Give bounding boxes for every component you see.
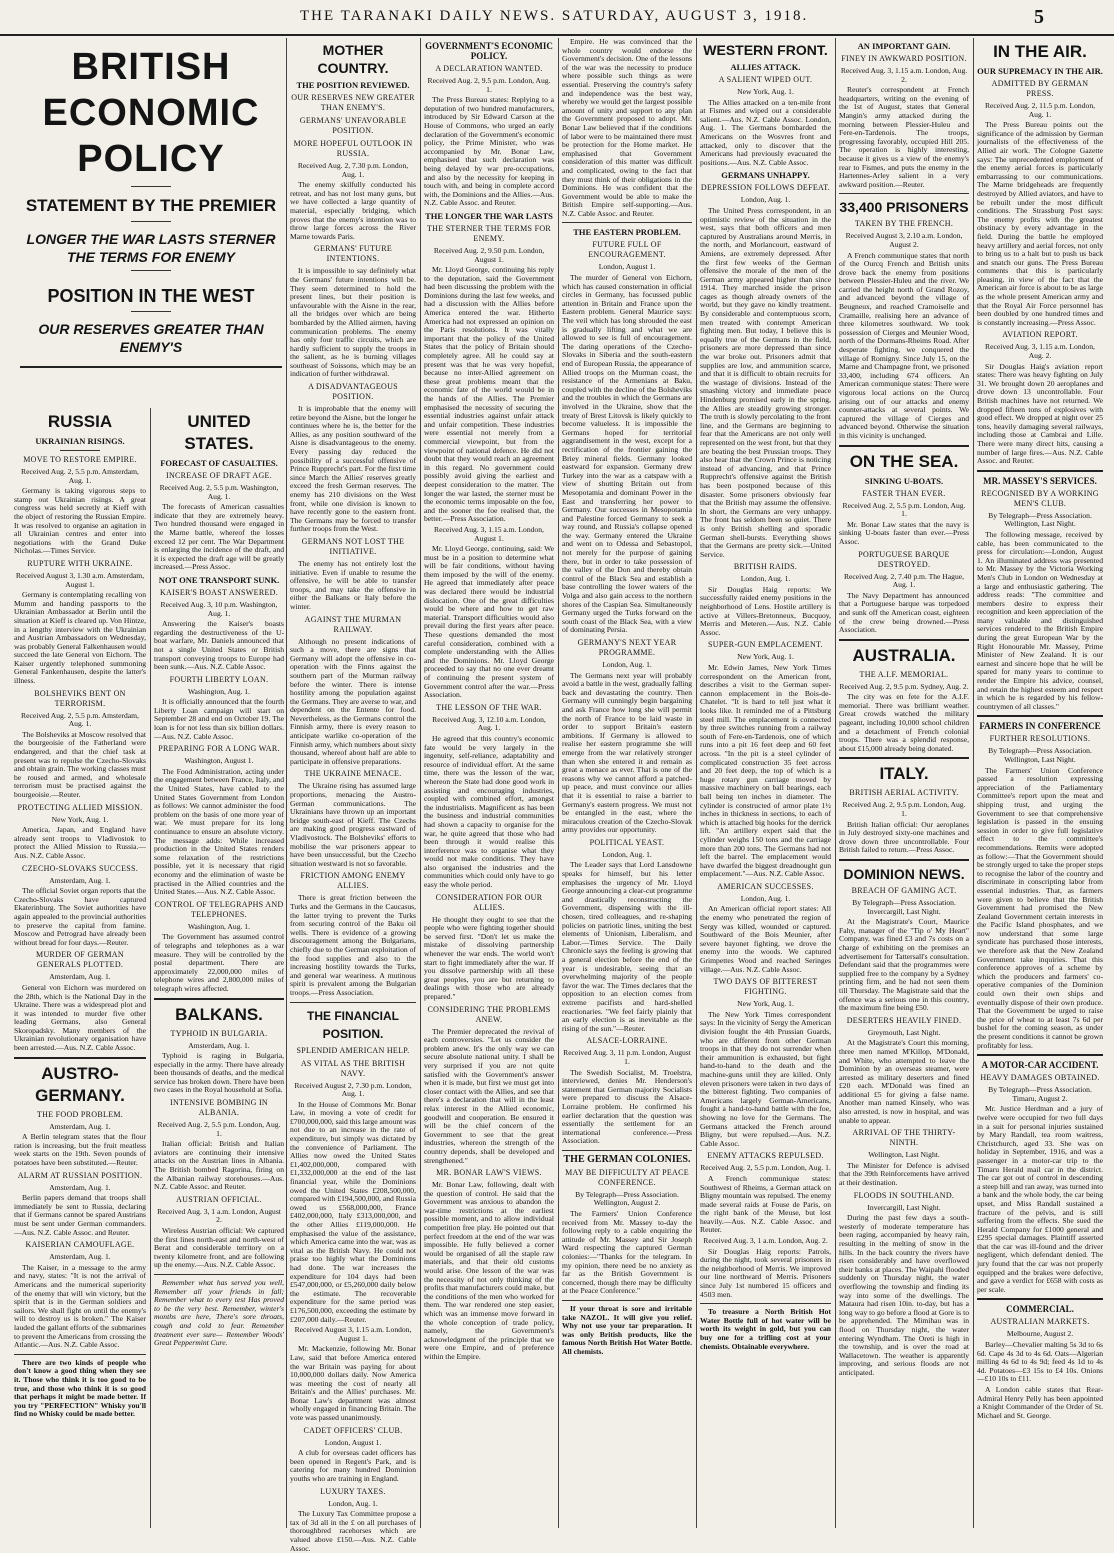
- western-sub: ALLIES ATTACK.: [730, 62, 801, 72]
- western-p1: The Allies attacked on a ten-mile front at Fismes and wiped out a considerable salient.—Aus. N.Z. Cable Assoc. London, Aug. 1. The Germans bombarded the Americans on the Wosvres front and attacked, only to discover that the Americans had previously evacuated the positions.—Aus. N.Z. Cable Assoc.: [700, 97, 831, 167]
- balkans-s2: INTENSIVE BOMBING IN ALBANIA.: [170, 1098, 268, 1118]
- austro-p1: A Berlin telegram states that the flour ration is increasing, but the fruit meatless week starts on the 19th. Seven pounds of potatoes have been substituted.—Reuter.: [14, 1132, 146, 1168]
- russia-s4: PROTECTING ALLIED MISSION.: [17, 802, 143, 812]
- column-rule: [973, 38, 974, 1528]
- col4a-p1: Empire. He was convinced that the whole country would endorse the Government's decision. One of the lessons of the war was the necessity to produce where possible such things as were essential. Preserving the country's safety and independence was the best way, whereby we would get the largest possible amount of unity and support to any plan the Government proposed to adopt. Mr. Bonar Law believed that if the conditions of labor were to be maintained there must be protection for the Home market. He emphasised that Government consideration of this matter was difficult and complicated, owing to the fact that they must think of their obligations in the Dominions. He was confident that the Government would be able to make the British Empire self-supporting.—Aus. N.Z. Cable Assoc. and Reuter.: [562, 37, 692, 218]
- mother-sub: THE POSITION REVIEWED.: [296, 80, 410, 90]
- usa-s2: NOT ONE TRANSPORT SUNK.: [158, 574, 280, 585]
- usa-d1: Received Aug. 2, 5.5 p.m. Washington, Aug. 1.: [159, 483, 279, 501]
- australia-s1: THE A.I.F. MEMORIAL.: [859, 669, 949, 679]
- usa-head: UNITED STATES.: [184, 412, 254, 453]
- govt-p1: The Press Bureau states: Replying to a deputation of two hundred manufacturers, introduced by Sir Edward Carson at the House of Commons, who urged an early declaration of the Government's economic policy, the Prime Minister, who was accompanied by Mr. Bonar Law, emphasised that such declaration was being delayed by war pre-occupations, and also by the necessity for keeping in touch with, and being in complete accord with, the Dominions and the Allies.—Aus. N.Z. Cable Assoc. and Reuter.: [424, 95, 554, 208]
- col4a-d6: Received Aug. 3, 11 p.m. London, August 1.: [563, 1048, 691, 1066]
- govt-p8: Mr. Bonar Law, following, dealt with the question of control. He said that the Government was anxious to abandon the war-time restrictions at the earliest possible moment, and to allow individual competition free play. He pointed out that perfect freedom at the end of the war was impossible. He fully believed a corner would be organised of all the staple raw materials, and that their old customs would arise. One lesson of the war was the necessity of not only thinking of the profits that manufacturers could make, but the conditions of the men who worked for them. The war rendered one step easier, which was an immense move forward in the whole conception of trade policy, namely, the Government's acknowledgment of the principle that we were one Empire, and of preference within the Empire.: [424, 1180, 554, 1361]
- mother-s1: OUR RESERVES NEW GREATER THAN ENEMY'S.: [291, 93, 415, 112]
- commercial-p1: Barley—Chevalier malting 5s 3d to 6s 6d. Cape 4s 3d to 4s 6d. Oats—Algerian milling 4s 6d to 4s 9d; feed 4s 1d to 4s 4d. Potatoes—£3 15s to £4 10s. Onions—£10 10s to £11.: [977, 1340, 1103, 1384]
- accident-p1: Mr. Justice Herdman and a jury of twelve were occupied for two full days in a suit for personal injuries sustained by Mary Randall, tea room waitress, Christchurch, aged 33. She was on holiday in September, 1916, and was a passenger in a motor-car trip to the Timaru Herald mail car in the district. The car got out of control in descending a steep hill and ran away, was turned into a bank and the whole body, the car being upset, and Miss Randall sustained a fracture of the pelvis, and is still suffering from the effects. She sued the Herald Company for £1000 general and £295 special damages. Plaintiff asserted that the car was ill-found and the driver negligent, which defendant denied. The jury found that the car was not properly equipped and the brakes were defective, and gave a verdict for £658 with costs as per scale.: [977, 1104, 1103, 1294]
- prisoners-p1: A French communique states that north of the Ourcq French and British units drove back the enemy from positions between Plessier-Huleu and the river. We carried the height north of Grand Rozoy, and advanced beyond the village of Beugneux, and reached Cramoiselle and Cramaille, realising here an advance of three kilometres southward. We took possession of Cierges and Meunier Wood, north of the Dormans-Rheims Road. After desperate fighting, we conquered the village of Romigny. Since July 15, on the Marne and Champagne front, we prisoned 33,400, including 674 officers. An American communique states: There were vigorous local actions on the Ourcq arising out of our attacks and enemy counter-attacks at several points. We captured the village of Cierges and advanced beyond. Otherwise the situation in this vicinity is unchanged.: [839, 250, 969, 440]
- mother-s9: FRICTION AMONG ENEMY ALLIES.: [300, 871, 406, 891]
- mother-s12: AS VITAL AS THE BRITISH NAVY.: [300, 1058, 406, 1078]
- govt-s1: A DECLARATION WANTED.: [435, 64, 543, 73]
- sea-d1: Received Aug. 2, 5.5 p.m. London, Aug. 1.: [842, 500, 966, 519]
- balkans-d3: Received Aug. 3, 1 a.m. London, August 2.: [157, 1206, 281, 1225]
- usa-p5: The Food Administration, acting under the engagement between France, Italy, and the United States, have cabled to the United States Government from London as follows: We cannot administer the food problem on the basis of one more year of war. We must prepare for its long continuance to ensure an absolute victory. The message adds: While increased production in the United States renders some relaxation of the restrictions possible, yet it is necessary that rigid economy and the elimination of waste be practised in the Allied countries and the United States.—Aus. N.Z. Cable Assoc.: [154, 766, 284, 897]
- air-d1: Received Aug. 2, 11.5 p.m. London, Aug. 1.: [984, 101, 1096, 119]
- western-p4: Sir Douglas Haig reports: We successfully raided enemy positions in the neighborhood of Lens. Hostile artillery is active at Villers-Bretonneux, Bucquoy, Merris and Meteren.—Aus. N.Z. Cable Assoc.: [700, 584, 831, 637]
- position-headline: POSITION IN THE WEST: [47, 286, 255, 306]
- western-d8: Received Aug. 2, 5.5 p.m. London, Aug. 1.: [700, 1163, 831, 1173]
- russia-s6: MURDER OF GERMAN GENERALS PLOTTED.: [36, 950, 124, 970]
- western-p7: The New York Times correspondent says: In the vicinity of Sergy the American division fought the 4th Prussian Guards, who are different from other German troops in that they do not surrender when their ammunition is exhausted, but fight hand-to-hand to the death and the machine-guns until they are killed. Only eleven prisoners were taken in two days of the bitterest fighting. Two companies of Americans largely German-Americans, fought a hand-to-hand battle with the foe, showing no love for the Germans. The Germans attacked the French around Bligny, but were repulsed.—Aus. N.Z. Cable Assoc.: [700, 1009, 831, 1148]
- russia-d3: Received Aug. 2, 5.5 p.m. Amsterdam, Aug. 1.: [21, 710, 139, 729]
- mother-d15: London, Aug. 1.: [328, 1498, 378, 1508]
- masthead: [0, 0, 1114, 36]
- prisoners-d1: Received August 3, 2.10 a.m. London, August 2.: [845, 231, 963, 249]
- dominion-d3: Wellington, Last Night.: [868, 1150, 940, 1160]
- prisoners-head: 33,400 PRISONERS: [839, 199, 969, 216]
- australia-d1: Received Aug. 2, 9.5 p.m. Sydney, Aug. 2.: [839, 681, 969, 691]
- balkans-d1: Amsterdam, Aug. 1.: [188, 1040, 250, 1050]
- accident-s1: HEAVY DAMAGES OBTAINED.: [980, 1073, 1100, 1083]
- air-s1: ADMITTED BY GERMAN PRESS.: [991, 79, 1089, 98]
- whisky-advert: There are two kinds of people who don't know a good thing when they see it. Those who think it is too good to be true, and those who think it is so good that perhaps it might be made better. If you try "PERFECTION" Whisky you'll find no Whisky could be made better.: [14, 1357, 146, 1419]
- mother-d3: Received Aug. 2, 7.30 p.m. London, Aug. 1.: [297, 161, 409, 179]
- col4a-p4: The Germans next year will probably avoid a battle in the west, gradually falling back and devastating the country. Then Germany will cunningly begin bargaining and ask France how long she will permit the north of France to be laid waste in order to support Britain's eastern ambitions. If Germany is allowed to realise her eastern programme she will emerge from the war relatively stronger than when she entered it and remain as great a menace as ever. That is one of the reasons why we cannot afford a patched-up peace, and must convince our allies that it is essential to raise a barrier to Germany's eastern progress. We must not be entangled in the east, where the miraculous creation of the Czecho-Slovak army provides our opportunity.: [562, 670, 692, 835]
- mother-d12: Received August 2, 7.30 p.m. London, Aug. 1.: [294, 1080, 412, 1099]
- dominion-s3: ARRIVAL OF THE THIRTY-NINTH.: [852, 1128, 956, 1148]
- column-rule: [420, 38, 421, 1528]
- govt-p6: He thought they ought to see that the people who were fighting together should be served first. "Don't let us make the mistake of dissolving partnership whenever the war ends. The world won't start to fight immediately after the war. If you dissolve partnership with all these great peoples, you are but returning to dealings with those who are already prepared.": [424, 914, 554, 1001]
- western-s7: TWO DAYS OF BITTEREST FIGHTING.: [713, 977, 818, 997]
- usa-p1: The forecasts of American casualties indicate that they are extremely heavy. Two hundred thousand were engaged in the Marne battle, whereof the losses exceed 12 per cent. The War Department is enlarging the incidence of the draft, and it is expected the draft age will be greatly increased.—Press Assoc.: [154, 502, 284, 572]
- austro-p2: Berlin papers demand that troops shall immediately be sent to Russia, declaring that if Germans cannot be spared Austrians must be sent under German commanders.—Aus. N.Z. Cable Assoc. and Reuter.: [14, 1193, 146, 1237]
- usa-d4: Washington, Aug. 1.: [187, 686, 251, 696]
- column-rule: [286, 38, 287, 1528]
- russia-s1: MOVE TO RESTORE EMPIRE.: [23, 455, 137, 464]
- govt-s2: THE LONGER THE WAR LASTS: [425, 210, 553, 221]
- balkans-s3: AUSTRIAN OFFICIAL.: [176, 1194, 262, 1204]
- usa-p6: The Government has assumed control of telegraphs and telephones as a war measure. They will be controlled by the postal department. There are approximately 22,000,000 miles of telephone wires and 2,800,000 miles of telegraph wires affected.: [154, 932, 284, 993]
- col4a-s5: POLITICAL YEAST.: [589, 837, 665, 847]
- russia-s3: BOLSHEVIKS BENT ON TERRORISM.: [34, 688, 126, 708]
- balkans-d2: Received Aug. 2, 5.5 p.m. London, Aug. 1.: [157, 1120, 281, 1138]
- western-front-column: [700, 38, 831, 1528]
- russia-p4: America, Japan, and England have already sent troops to Vladivostok to protect the Allied Mission to Russia.—Aus. N.Z. Cable Assoc.: [14, 825, 146, 860]
- austro-p3: The Kaiser, in a message to the army and navy, states: "It is not the arrival of Americans and the numerical superiority of the enemy that will win victory, but the spirit that is in the German soldiers and sailors. We shall fight on until the enemy's will to destroy us is broken." The Kaiser lauded the gallant efforts of the submarines to prevent the Americans from crossing the Atlantic.—Aus. N.Z. Cable Assoc.: [14, 1262, 146, 1350]
- russia-p1: Germany is taking vigorous steps to stamp out Ukrainian risings. A great congress was held secretly at Kieff with the object of restoring the Russian Empire. It was resolved to organise an agitation in all Ukrainian centres and enter into negotiations with the Grand Duke Nicholas.—Times Service.: [14, 486, 146, 556]
- mother-p15: The Luxury Tax Committee propose a tax of 3d all in the £ on all purchases of thoroughbred racehorses which are valued above £150.—Aus. N.Z. Cable Assoc.: [290, 1509, 416, 1553]
- italy-s1: BRITISH AERIAL ACTIVITY.: [849, 788, 959, 798]
- russia-d6: Amsterdam, Aug. 1.: [49, 972, 111, 982]
- austro-d2: Amsterdam, Aug. 1.: [49, 1182, 111, 1192]
- western-p8: A French communique states: Southwest of Rheims, a German attack on Bligny mountain was repulsed. The enemy made several raids at Fouse de Paris, on the right bank of the Meuse, but lost heavily.—Aus. N.Z. Cable Assoc. and Reuter.: [700, 1173, 831, 1235]
- govt-s3: THE STERNER THE TERMS FOR ENEMY.: [426, 223, 552, 243]
- massey-head: MR. MASSEY'S SERVICES.: [983, 475, 1097, 486]
- mother-p4: It is impossible to say definitely what the Germans' future intentions will be. They seem determined to hold the present lines, but their position is unfavourable with the Aisne in the rear, all the bridges over which are being bombarded by the Allied airmen, having communication problems. The enemy has only four traffic circuits, which are hardly sufficient to supply the troops in the salient, as he is burning villages southeast of Soissons, which may be an indication of further withdrawal.: [290, 266, 416, 379]
- western-d6: London, Aug. 1.: [740, 893, 791, 903]
- air-p1: The Press Bureau points out the significance of the admission by German journalists of the effectiveness of the Allied air work. The Cologne Gazette says: The unprecedented employment of the enemy aerial forces is particularly embarrassing to our communications. The Marne bridgeheads are frequently destroyed by Allied aviators, and have to be rebuilt under the most difficult conditions. The Strassburg Post says: The enemy profits with the greatest obstinacy by every advantage in the field. During the battle he employed heavy artillery and aerial forces, not only to bring us to a halt but to push us back and snatch our guns. The Press Bureau comments that this is particularly pleasing, in view of the fact that the American air force is about to be as large as the whole present American army and that the Royal Air Force personnel has been doubled by one hundred times and is constantly increasing.—Press Assoc.: [977, 120, 1103, 327]
- western-p5: Mr. Edwin James, New York Times correspondent on the American front, describes a visit to the German super-cannon emplacement in the Bois-de-Chatelet. "It is hard to tell just what it looks like. It reminded me of a Pittsburg steel mill. The emplacement is connected by three switches running from a railway south of Fere-en-Tardenois, one of which runs into a pit 16 feet deep and 60 feet across. "In the pit is a steel cylinder of complicated construction 35 feet across and 20 feet deep, the top of which is a huge rotary gun carriage moved by massive machinery on ball bearings, each ball being ten inches in diameter. The cylinder is constructed of armor plate 1½ inches in thickness in sections, to each of which is attached big hooks for the derrick lift. "An artillery expert said that the cylinder weighs 150 tons and the carriage more than 200 tons. The Germans had not left the barrel. The emplacement would have dwarfed the biggest dreadnought gun emplacement."—Aus. N.Z. Cable Assoc.: [700, 663, 831, 879]
- sea-p1: Mr. Bonar Law states that the navy is sinking U-boats faster than ever.—Press Assoc.: [839, 519, 969, 546]
- col4a-p3: The murder of General von Eichorn, which has caused consternation in official circles in Germany, has focussed public attention in Britain and France upon the Eastern problem. General Maurice says: The veil which has long shrouded the east is gradually lifting and what we are allowed to see is full of encouragement. The daring operations of the Czecho-Slovaks in Siberia and the south-eastern end of European Russia, the appearance of Allied troops on the Murman coast, the resistance of the Armenians at Baku, coupled with the decline of the Bolsheviks and the troubles in which the Germans are involved in the Ukraine, show that the treaty of Brest Litovsk is likely quickly to become valueless. It is impossible the Germans hoped for territorial aggrandisement in the west, except for a rectification of the frontier gaining the Briey mineral fields. Germany looked eastward for expansion. Germany drew Turkey into the war as a catspaw with a view of shutting Britain out from Mesopotamia and dominant Power in the East and transferring her power to Germany. Our successes in Mesopotamia and Palestine forced Germany to seek a way round, and Russia's collapse opened the way. Germany entered the Ukraine and went on to Odessa and Sebastopol, not merely for the purpose of gaining there, but in order to take possession of the valley of the Don and thereby obtain control of the Black Sea and establish a base controlling the lower waters of the Volga and also gain access to the northern shores of the Caspian Sea. Simultaneously Germany urged the Turks forward on the south coast of the Black Sea, with a view of dominating Persia.: [562, 273, 692, 635]
- balkans-p2: Italian official: British and Italian aviators are continuing their intensive attacks on the Austrian lines in Albania. The British bombed Ragorina, firing on the Albanian railway storehouses.—Aus. N.Z. Cable Assoc. and Reuter.: [154, 1139, 284, 1192]
- mother-s8: THE UKRAINE MENACE.: [304, 769, 402, 779]
- russia-head: RUSSIA: [47, 412, 113, 431]
- mother-p9: There is great friction between the Turks and the Germans in the Caucasus, the latter trying to prevent the Turks from securing control of the Baku oil wells. There is evidence of a growing discouragement among the Bulgarians, chiefly due to the German exploitation of the food supplies and also to the increasing hostility towards the Turks, and general war weariness. A mutinous spirit is prevalent among the Bulgarian troops.—Press Association.: [290, 893, 416, 997]
- sea-d2: Received Aug. 2, 7.40 p.m. The Hague, Aug. 1.: [843, 571, 965, 590]
- western-d3: London, Aug. 1.: [740, 195, 791, 205]
- italy-d1: Received Aug. 2, 9.5 p.m. London, Aug. 1.: [842, 800, 966, 819]
- usa-sub: FORECAST OF CASUALTIES.: [160, 458, 278, 468]
- prisoners-s1: TAKEN BY THE FRENCH.: [854, 219, 954, 229]
- gain-d1: Received Aug. 3, 1.15 a.m. London, Aug. 2.: [840, 66, 968, 84]
- usa-d3: Received Aug. 3, 10 p.m. Washington, Aug. 1.: [160, 599, 278, 618]
- russia-p5: The official Soviet organ reports that the Czecho-Slovaks have captured Ekaterinburg. The Soviet authorities have again appealed to the provincial authorities to preserve the capital from famine. Moscow and Petrograd have already been without bread for four days.—Reuter.: [14, 886, 146, 947]
- govt-head: GOVERNMENT'S ECONOMIC POLICY.: [425, 41, 553, 61]
- eastern-problem-column: [562, 38, 692, 1528]
- peppermint-cure-advert: Remember what has served you well, Remember all your friends in fall; Remember what to every test Has proved to be the very best. Remember, winter's months are here, There's sore throats, cough and cold to fear. Remember treatment ever sure— Remember Woods' Great Peppermint Cure.: [154, 1277, 284, 1348]
- western-s8: ENEMY ATTACKS REPULSED.: [707, 1151, 824, 1161]
- farmers-p1: The Farmers' Union Conference passed a resolution expressing appreciation of the Parliamentary Committee's report upon the meat and shipping trust, and urging the Government to see that comprehensive legislation is passed in the ensuing session in order to give full legislative effect to the committee's recommendations. Remits were adopted as follow:—That the Government should be strongly urged to take the proper steps to recognise the labor of the country and discriminate in conscripting labor from essential industries. That, as farmers were given to believe that the British Government had promised the New Zealand Government certain interests in the Pacific Island phosphates, and we now understand that some large syndicate has purchased those interests, we therefore ask that the New Zealand Government take inquiries. That this conference approves of a scheme by which the producers and farmers' co-operative companies of the Dominion could own their own ships and eventually dispose of their own produce. That the Government be urged to raise the price of wheat to at least 7s 6d per bushel for the coming season, as under the present conditions it cannot be grown profitably for less.: [977, 765, 1103, 1050]
- nazol-advert: If your throat is sore and irritable take NAZOL. It will give you relief. Why not use your tar preparation. It was only British products, like the famous North British Hot Water Bottle. All chemists.: [562, 1304, 692, 1356]
- mother-d13: Received August 3, 1.15 a.m. London, August 1.: [294, 1325, 412, 1343]
- mother-s11: SPLENDID AMERICAN HELP.: [296, 1045, 410, 1055]
- sea-s2: PORTUGUESE BARQUE DESTROYED.: [858, 549, 950, 569]
- dominion-s2: DESERTERS HEAVILY FINED.: [846, 1015, 962, 1025]
- italy-p1: British Italian official: Our aeroplanes in July destroyed sixty-one machines and drove down three uncontrollable. Four British failed to return.—Press Assoc.: [839, 819, 969, 855]
- accident-d1: By Telegraph—Press Association. Timaru, August 2.: [988, 1085, 1092, 1103]
- accident-head: A MOTOR-CAR ACCIDENT.: [981, 1060, 1099, 1071]
- dominion-d1: By Telegraph—Press Association. Invercargill, Last Night.: [852, 898, 956, 916]
- australia-head: AUSTRALIA.: [852, 645, 956, 665]
- mother-p5: It is improbable that the enemy will retire beyond the Aisne, but the longer he continues where he is, the better for the Allies, as any position southward of the Aisne is disadvantageous to the enemy. Every passing day reduced the possibility of a successful offensive of Prince Rupprecht's part. For the first time since March the Allies' reserves greatly exceed the fresh German reserves. The enemy has 210 divisions on the West front, while one division is known to have recently gone to the eastern front. The Germans may be forced to transfer further troops from the West.: [290, 404, 417, 534]
- news-summary-column: [839, 38, 969, 1528]
- russia-p6: General von Eichorn was murdered on the 28th, which is the National Day in the Ukraine. There was a widespread plot and it was intended to murder five other leading Germans, also General Skoropadsky. Many members of the Ukrainian revolutionary organisation have been arrested.—Aus. N.Z. Cable Assoc.: [14, 982, 146, 1053]
- lead-subhead: STATEMENT BY THE PREMIER: [25, 196, 277, 215]
- govt-s7: CONSIDERING THE PROBLEMS ANEW.: [427, 1004, 551, 1024]
- balkans-s1: TYPHOID IN BULGARIA.: [170, 1028, 268, 1038]
- govt-d3: Received Aug. 2, 9.50 p.m. London, August 1.: [433, 245, 545, 264]
- usa-p3: Answering the Kaiser's boasts regarding the destructiveness of the U-boat warfare, Mr. Daniels announced that not a single United States or British transport conveying troops to Europe had been sunk.—Aus. N.Z. Cable Assoc.: [154, 619, 284, 672]
- mother-s2: GERMANS' UNFAVORABLE POSITION.: [299, 116, 407, 135]
- air-column: [977, 38, 1103, 1528]
- economic-policy-column: [424, 38, 554, 1528]
- col4a-s8: MAY BE DIFFICULTY AT PEACE CONFERENCE.: [565, 1167, 689, 1187]
- gain-head: AN IMPORTANT GAIN.: [857, 41, 951, 51]
- western-p3: The United Press correspondent, in an optimistic review of the situation in the west, says that both officers and men captured by Australians around Merris, in the north, and Morlancourt, eastward of Amiens, are extremely depressed. After the first few weeks of the German offensive the morale of the men of the German army appeared higher than since 1914. They marched inside the prison cages as though already owners of the world, but they gave no kindly treatment. By considerable and contemptuous scorn, men treated with contempt American fighting men. But today, I believe this is equally true of the Germans in the field, prisoners are more depressed than since the war broke out. Prisoners admit that supplies are low, and ammunition scarce, and that it is difficult to obtain recruits for the wastage of divisions. Instead of the smashing victory and immediate peace Hindenburg promised early in the spring, the Allies are steadily growing stronger. The truth is slowly percolating to the front line, and the Germans are beginning to fear that the Americans are not only well represented on the west front, but that they are beating the best Prussian troops. They also hear that the Crown Prince is noticing instead of advancing, and that Prince Rupprecht's offensive against the British has been postponed because of this disaster. Some prisoners obviously fear that the British may assume the offensive. In short, the Germans are very unhappy. The front has seldom been so quiet. There is only British shelling and sporadic German shell-bursts. Everything shows that the Germans are pretty sick.—United Service.: [700, 205, 831, 559]
- commercial-d1: Melbourne, August 2.: [1006, 1329, 1074, 1339]
- gain-p1: Reuter's correspondent at French headquarters, writing on the evening of the 1st of August, states that General Mangin's army attacked during the morning between Plessier-Huleu and Fere-en-Tardenois. The troops, progressing favorably, occupied Hill 205. The operation is highly interesting, because it gives us a view of the enemy's rear to Fismes, and puts the enemy in the Hartennes-Arley salient in a very awkward position.—Reuter.: [839, 85, 969, 189]
- western-s2: GERMANS UNHAPPY.: [721, 170, 810, 181]
- mother-s4: GERMANS' FUTURE INTENTIONS.: [313, 244, 393, 264]
- air-d2: Received Aug. 3, 1.15 a.m. London, Aug. 2.: [985, 342, 1095, 361]
- govt-d1: Received Aug. 2, 9.5 p.m. London, Aug. 1.: [427, 76, 551, 94]
- russia-sub: UKRAINIAN RISINGS.: [35, 436, 125, 446]
- balkans-head: BALKANS.: [175, 1004, 263, 1024]
- col4a-d5: London, Aug. 1.: [602, 849, 652, 859]
- col4a-s4: GERMANY'S NEXT YEAR PROGRAMME.: [577, 638, 677, 657]
- govt-d5: Received Aug. 3, 12.10 a.m. London, Aug. 1.: [432, 714, 546, 733]
- page-number: 5: [1034, 6, 1044, 28]
- col4a-p6: The Swedish Socialist, M. Troelstra, interviewed, denies Mr. Henderson's statement that German majority Socialists were prepared to discuss the Alsace-Lorraine problem. He confirmed his earlier declaration that the question was essentially the settlement for an international conference.—Press Association.: [562, 1067, 692, 1146]
- balkans-p1: Typhoid is raging in Bulgaria, especially in the army. There have already been thousands of deaths, and the medical service has broken down. There have been two cases in the Royal household at Sofia.: [154, 1051, 284, 1095]
- dominion-p1: At the Magistrate's Court, Maurice Fahy, manager of the "Tip o' My Heart" Company, was fined £3 and 7s costs on a charge of exhibiting on the premises an advertisement for Tattersall's consultation. Defendant said that the programmes were supplied free to the company by a Sydney printing firm, and he had not seen them till Thursday. The Magistrate said that the offence was a serious one in this country, the maximum fine being £50.: [839, 917, 969, 1013]
- lead-deck: LONGER THE WAR LASTS STERNER THE TERMS FOR ENEMY: [26, 231, 276, 265]
- usa-s5: PREPARING FOR A LONG WAR.: [158, 744, 280, 754]
- sea-p2: The Navy Department has announced that a Portuguese barque was torpedoed and sunk off the American coast, eighteen of the crew being drowned.—Press Association.: [839, 590, 969, 635]
- col4a-d4: London, Aug. 1.: [602, 660, 652, 669]
- austro-s3: KAISERIAN CAMOUFLAGE.: [25, 1240, 135, 1250]
- mother-country-column: [290, 38, 417, 1553]
- dominion-s4: FLOODS IN SOUTHLAND.: [853, 1190, 955, 1200]
- air-sub: OUR SUPREMACY IN THE AIR.: [977, 66, 1103, 76]
- mother-s3: MORE HOPEFUL OUTLOOK IN RUSSIA.: [293, 139, 413, 158]
- mother-s15: LUXURY TAXES.: [320, 1486, 386, 1496]
- col4a-p8: The Farmers' Union Conference received from Mr. Massey to-day the following reply to a cable enquiring the attitude of Mr. Massey and Sir Joseph Ward respecting the captured German colonies:—"Thanks for the telegram. In my opinion, there need be no anxiety as far as the British Government is concerned, though there may be difficulty at the Peace Conference.": [562, 1209, 692, 1296]
- commercial-head: COMMERCIAL.: [1006, 1304, 1074, 1315]
- russia-d4: New York, Aug. 1.: [51, 814, 109, 824]
- dominion-d4: Invercargill, Last Night.: [867, 1202, 941, 1212]
- western-s6: AMERICAN SUCCESSES.: [717, 881, 814, 891]
- russia-p2: Germany is contemplating recalling von Mumm and handing passports to the Ukrainian Ambassador at Berlin until the situation at Kieff is cleared up. Von Hintze, in a lengthy interview with the Ukrainian and Austrian Ambassadors on Wednesday, was probably General Falkenhausen would succeed the late General von Eichorn. The Kaiser urgently telephoned summoning General Fankenhausen, despite the latter's illness.: [14, 590, 146, 686]
- reserves-headline: OUR RESERVES GREATER THAN ENEMY'S: [38, 321, 264, 355]
- dominion-d2: Greymouth, Last Night.: [867, 1027, 941, 1037]
- govt-s5: THE LESSON OF THE WAR.: [436, 702, 542, 712]
- western-d7: New York, Aug. 1.: [737, 999, 794, 1009]
- column-rule: [696, 38, 697, 1528]
- western-s4: BRITISH RAIDS.: [733, 562, 798, 572]
- italy-head: ITALY.: [879, 764, 929, 784]
- dominion-p2: At the Magistrate's Court this morning, three men named M'Killop, M'Donald, and White, who attempted to leave the Dominion by an overseas steamer, were arrested as military deserters and fined £20 each. M'Donald was fined an additional £5 for giving a false name. Another man named Kinsely, who was also arrested, is now in hospital, and was unable to appear.: [839, 1038, 969, 1125]
- usa-s1: INCREASE OF DRAFT AGE.: [165, 471, 273, 480]
- russia-s5: CZECHO-SLOVAKS SUCCESS.: [21, 863, 139, 873]
- mother-p3: The enemy skilfully conducted his retreat, and has not lost many guns, but we have collected a large quantity of material, especially bridging, which proves that the enemy's intention was to throw large forces across the River Marne towards Paris.: [290, 180, 416, 241]
- mother-head: MOTHER COUNTRY.: [317, 42, 389, 76]
- col4a-d3: London, August 1.: [598, 262, 656, 272]
- dominion-s1: BREACH OF GAMING ACT.: [851, 886, 957, 895]
- mother-d14: London, August 1.: [324, 1437, 382, 1447]
- russia-d1: Received Aug. 2, 5.5 p.m. Amsterdam, Aug. 1.: [21, 467, 139, 485]
- govt-p7: The Premier deprecated the revival of each controversies. "Let us consider the problem anew. It's the only way we can secure absolute national unity. I shall be very surprised if you are not quite satisfied with the Government's answer when it is made, but first we must get into closer contact with the Allies, and see that there's a declaration that will in the least relax interest in the Allied economic, goodwill and cooperation. Be ensured it will be the chief concern of the Government to see that the great industries, whereon the strength of the country depends, shall be developed and strengthened.": [424, 1026, 554, 1165]
- russia-s2: RUPTURE WITH UKRAINE.: [27, 558, 133, 568]
- usa-s6: CONTROL OF TELEGRAPHS AND TELEPHONES.: [154, 899, 284, 919]
- farmers-s1: FURTHER RESOLUTIONS.: [989, 734, 1091, 744]
- mother-p6: The enemy has not entirely lost the initiative. Even if unable to resume the offensive, he will be able to transfer troops, and may take the offensive in either the Balkans or Italy before the winter.: [290, 558, 416, 611]
- western-p9: Sir Douglas Haig reports: Patrols, during the night, took several prisoners in the neighborhood of Merris. We improved our line northward of Merris. Prisoners since July 1st numbered 15 officers and 4503 men.: [700, 1246, 831, 1299]
- usa-d5: Washington, August 1.: [184, 756, 254, 766]
- russia-d5: Amsterdam, Aug. 1.: [49, 875, 111, 885]
- hot-water-bottle-advert: To treasure a North British Hot Water Bottle full of hot water will be worth its weight in gold, but you can buy one for a trifling cost at your chemists. Obtainable everywhere.: [700, 1307, 831, 1351]
- dominion-head: DOMINION NEWS.: [843, 866, 965, 882]
- masthead-title: THE TARANAKI DAILY NEWS. SATURDAY, AUGUST 3, 1918.: [300, 8, 809, 24]
- air-p2: Sir Douglas Haig's aviation report states: There was heavy fighting on July 31. We brought down 20 aeroplanes and drove down 13 uncontrollable. Four British machines have not returned. We dropped fifteen tons of explosives with good effect. We dropped at night over 25 tons, heavily damaging several railways, including those at Cambrai and Lille. There were many direct hits, causing a number of large fires.—Aus. N.Z. Cable Assoc. and Reuter.: [977, 361, 1103, 466]
- col4a-s7: THE GERMAN COLONIES.: [563, 1153, 691, 1165]
- govt-p3: Mr. Lloyd George, continuing his reply to the deputation, said the Government had been discussing the problem with the Dominions during the last few weeks, and had a discussion with the Allies before America entered the war. Hitherto America had not expressed an opinion on the Paris resolutions. It was vitally important that the policy of the United States that the policy of Britain should completely agree. All he could say at present was that he was very hopeful, because no inter-Allied agreement on these great problems meant that the economic fate of the world would be in the hands of the Allies. The Premier emphasised the necessity of securing the essential industries against unfair attack and unfair competition. These industries were essential not merely from a commercial viewpoint, but from the viewpoint of national defence. He did not doubt that they would reach an agreement in this regard. No government could possibly avoid giving the earliest and deepest consideration to the matter. The longer the war lasted, the sterner must be the economic terms imposable on the foe, and the sooner the foe realised that, the better.—Press Association.: [424, 265, 554, 524]
- mother-s5: A DISADVANTAGEOUS POSITION.: [308, 382, 398, 402]
- austro-s1: THE FOOD PROBLEM.: [36, 1109, 124, 1119]
- mother-s14: CADET OFFICERS' CLUB.: [303, 1425, 403, 1435]
- col4a-p5: The Leader says that Lord Lansdowne speaks for himself, but his letter emphasises the urgency of Mr. Lloyd George announcing a clear-cut programme and drastically reconstructing the Government, dispensing with the ill-chosen, tired colleagues, and re-shaping policies on patriotic lines, uniting the best elements of Unionism, Liberalism, and Labor.—Times Service. The Daily Chronicle says the feeling is growing that a general election before the end of the year is undesirable, seeing that an overwhelming majority of the people favor the war. The Times declares that the opposition to an election comes from extreme pacifists and hard-shelled reactionaries. "We feel fairly plainly that an early election is as inevitable as the rising of the sun."—Reuter.: [562, 860, 693, 1033]
- commercial-s1: AUSTRALIAN MARKETS.: [990, 1317, 1090, 1327]
- western-d4: London, Aug. 1.: [740, 574, 791, 584]
- russia-d2: Received August 3, 1.30 a.m. Amsterdam, August 1.: [15, 570, 145, 589]
- column-rule: [150, 408, 151, 1528]
- col4a-s3: FUTURE FULL OF ENCOURAGEMENT.: [588, 240, 666, 260]
- mother-p13: Mr. Mackenzie, following Mr. Bonar Law, said that before America entered the war Britain was paying for about 10,000,000 dollars daily. Now America was meeting the cost of nearly all Britain's and the Allies' purchases. Mr. Bonar Law's department was almost wholly engaged in financing Britain. The vote was passed unanimously.: [290, 1344, 416, 1423]
- usa-d6: Washington, Aug. 1.: [187, 921, 251, 931]
- western-s3: DEPRESSION FOLLOWS DEFEAT.: [700, 183, 831, 193]
- commercial-p2: A London cable states that Rear-Admiral Henry Pelly has been appointed a Knight Commander of the Order of St. Michael and St. George.: [977, 1385, 1103, 1420]
- russia-column: [14, 408, 146, 1528]
- massey-p1: The following message, received by cable, has been communicated to the press for circulation:—London, August 1. An illuminated address was presented to Mr. Massey by the Victoria Working Men's Club in London on Wednesday at a large and enthusiastic gathering. The address reads: "The committee and members desire to express their recognition and keen appreciation of the many valuable and distinguished services rendered to the British Empire during the great European War by the Right Honourable Mr. Massey, Prime Minister of New Zealand. It is our earnest and sincere hope that he will be spared for many years to continue to render the Empire his advice, counsel, and retain the highest esteem and respect in which he is regarded by his fellow-countrymen of all classes.": [977, 529, 1103, 711]
- sea-sub: SINKING U-BOATS.: [864, 475, 944, 486]
- sea-s1: FASTER THAN EVER.: [862, 488, 946, 498]
- austro-head: AUSTRO-GERMANY.: [35, 1063, 125, 1105]
- balkans-p3: Wireless Austrian official: We captured the first lines north-east and north-west of Berat and considerable territory on a twenty kilometre front, and are following up the enemy.—Aus. N.Z. Cable Assoc.: [154, 1226, 284, 1270]
- govt-d4: Received Aug. 3, 1.15 a.m. London, August 1.: [434, 524, 544, 543]
- austro-d3: Amsterdam, Aug. 1.: [49, 1252, 111, 1262]
- air-head: IN THE AIR.: [993, 42, 1087, 61]
- western-p6: An American official report states: All the enemy who penetrated the region of Sergy was killed, wounded or captured. Southward of the Bois Meunier, after severe bayonet fighting, we drove the enemy into the woods. We captured Grimpettes Wood and reached Seringes village.—Aus. N.Z. Cable Assoc.: [700, 904, 831, 974]
- dominion-p3: The Minister for Defence is advised that the 39th Reinforcements have arrived at their destination.: [839, 1160, 969, 1188]
- usa-p4: It is officially announced that the fourth Liberty Loan campaign will start on September 28 and end on October 19. The loan is for not less than six billion dollars.—Aus. N.Z. Cable Assoc.: [154, 697, 284, 741]
- govt-s6: CONSIDERATION FOR OUR ALLIES.: [435, 892, 543, 912]
- mother-p12: In the House of Commons Mr. Bonar Law, in moving a vote of credit for £700,000,000, said this large amount was not due to an increase in the rate of expenditure, but simply was dictated by the convenience of Parliament. The Allies now owed the United States £1,402,000,000, compared with £1,332,000,000 at the end of the last financial year, while the Dominions owed the United States £208,500,000, compared with £194,500,000, and Russia owed us £568,000,000, France £402,000,000, Italy £313,000,000, and the other Allies £119,000,000. He emphasised the value of the assistance, which America came into the war, was as vital as the British Navy. He could not praise too highly what the Dominions had done. The war increases the expenditure for 104 days had been £547,000,000, or £5,260,000 daily below the estimate. The recoverable expenditure for the same period was £176,500,000, exceeding the estimate by £207,000 daily.—Reuter.: [290, 1099, 416, 1324]
- gain-s1: FINEY IN AWKWARD POSITION.: [841, 54, 967, 63]
- mother-p14: A club for overseas cadet officers has been opened in Regent's Park, and is catering for many hundred Dominion youths who are training in England.: [290, 1448, 416, 1484]
- usa-s3: KAISER'S BOAST ANSWERED.: [159, 587, 279, 597]
- column-rule: [835, 38, 836, 1528]
- financial-head: THE FINANCIAL POSITION.: [307, 1008, 399, 1041]
- column-rule: [558, 38, 559, 1528]
- western-s5: SUPER-GUN EMPLACEMENT.: [708, 640, 823, 650]
- col4a-d8: By Telegraph—Press Association. Wellington, August 2.: [575, 1189, 679, 1208]
- western-d9: Received Aug. 3, 1 a.m. London, Aug. 2.: [703, 1236, 828, 1246]
- australia-p1: The city was en fete for the A.I.F. memorial. There was brilliant weather. Great crowds watched the military pageant, including 10,000 school children and a detachment of French colonial troops. There was a splendid response, about £15,000 already being donated.: [839, 692, 969, 753]
- lead-headline: BRITISH ECONOMIC POLICY: [42, 46, 260, 180]
- mother-p7: Although no present indications of such a move, there are signs that Germany will adopt the offensive in co-operation with the Finns against the southern part of the Murman railway before the winter. There is intense hostility among the population against the Germans. They are averse to war, and dependent on the Entente for food. Nevertheless, as the Germans control the Finnish army, there is every reason to anticipate warlike co-operation of the Finnish army, which numbers about sixty thousand, whereof about half are able to participate in offensive preparations.: [290, 636, 416, 766]
- massey-s1: RECOGNISED BY A WORKING MEN'S CLUB.: [981, 488, 1099, 508]
- farmers-d1: By Telegraph—Press Association. Wellington, Last Night.: [988, 746, 1092, 764]
- austro-s2: ALARM AT RUSSIAN POSITION.: [17, 1170, 143, 1180]
- govt-p5: He agreed that this country's economic fate would be very largely in the ingenuity, self-reliance, adaptability and resource of individual effort. At the same time, there was the lesson of the war, whereon the State had done good work in assisting and encouraging industries, coupled with combined effort, amongst the industrialists. Magnificent as has been the business and industrial communities had shown a capacity to organise for the war, he quite agreed that those who had been through it would realise this interference was to organise what they would not make conditions. They have also organised the industries and the communities which could only have to go easy the whole period.: [424, 733, 554, 890]
- mother-s7: AGAINST THE MURMAN RAILWAY.: [304, 614, 402, 634]
- sea-head: ON THE SEA.: [849, 451, 959, 471]
- massey-d1: By Telegraph—Press Association. Wellington, Last Night.: [988, 510, 1092, 529]
- western-d1: New York, Aug. 1.: [737, 87, 794, 96]
- mother-s6: GERMANS NOT LOST THE INITIATIVE.: [301, 536, 405, 556]
- air-s2: AVIATION REPORT.: [1002, 330, 1078, 340]
- farmers-head: FARMERS IN CONFERENCE: [979, 721, 1101, 732]
- mother-p8: The Ukraine rising has assumed large proportions, menacing the Austro-German communications. The Ukrainians have thrown up an important bridge south-east of Kieff. The Czechs are making good progress eastward of Vladivostock. The Bolsheviks' efforts to mobilise the war prisoners appear to have been unsuccessful, but the Czecho situation westward is not so favorable.: [290, 781, 416, 868]
- austro-d1: Amsterdam, Aug. 1.: [49, 1121, 111, 1131]
- dominion-p4: During the past few days a south-westerly of moderate temperature has been raging, accompanied by heavy rain, resulting in the melting of snow in the hills. In the back country the rivers have risen considerably and have overflowed their banks at places. The Waipahi flooded suddenly on Thursday night, the water overflowing the township and finding its way into some of the dwellings. The Mataura had risen 10in. to-day, but has a long way to go before a flood at Gore is to be apprehended. The Mimihau was in flood on Thursday night, the water entering Wyndham. The Oreti is high in the township, and is over the road at Wallacetown. The weather is apparently improving, and serious floods are not anticipated.: [839, 1213, 969, 1377]
- usa-s4: FOURTH LIBERTY LOAN.: [169, 674, 269, 684]
- govt-p4: Mr. Lloyd George, continuing, said: We must be in a position to determine what will be fair conditions, without having them imposed by the will of the enemy. He agreed that immediately after peace was declared there would be industrial dislocation. One of the great difficulties would be where and how to get raw material. Transport difficulties would also prevail during the first years after peace. These questions demanded the most careful consideration, combined with a complete understanding with the Allies and the Dominions. Mr. Lloyd George proceeded to say that no one ever dreamt of continuing the present system of Government control after the war.—Press Association.: [424, 544, 554, 700]
- col4a-s2: THE EASTERN PROBLEM.: [573, 227, 681, 238]
- govt-s8: MR. BONAR LAW'S VIEWS.: [436, 1168, 542, 1178]
- col4a-s6: ALSACE-LORRAINE.: [586, 1036, 668, 1046]
- russia-p3: The Bolsheviks at Moscow resolved that the bourgeoisie of the Fatherland were endangered, and that the chief task at present was to repulse the Czecho-Slovaks and obtain grain. The working classes must be roused and armed, and wholesale terrorism must be practised against the bourgeoisie.—Reuter.: [14, 729, 146, 799]
- western-s1: A SALIENT WIPED OUT.: [718, 75, 813, 84]
- western-d5: New York, Aug. 1.: [737, 652, 794, 662]
- united-states-column: [154, 408, 284, 1528]
- western-head: WESTERN FRONT.: [703, 42, 828, 58]
